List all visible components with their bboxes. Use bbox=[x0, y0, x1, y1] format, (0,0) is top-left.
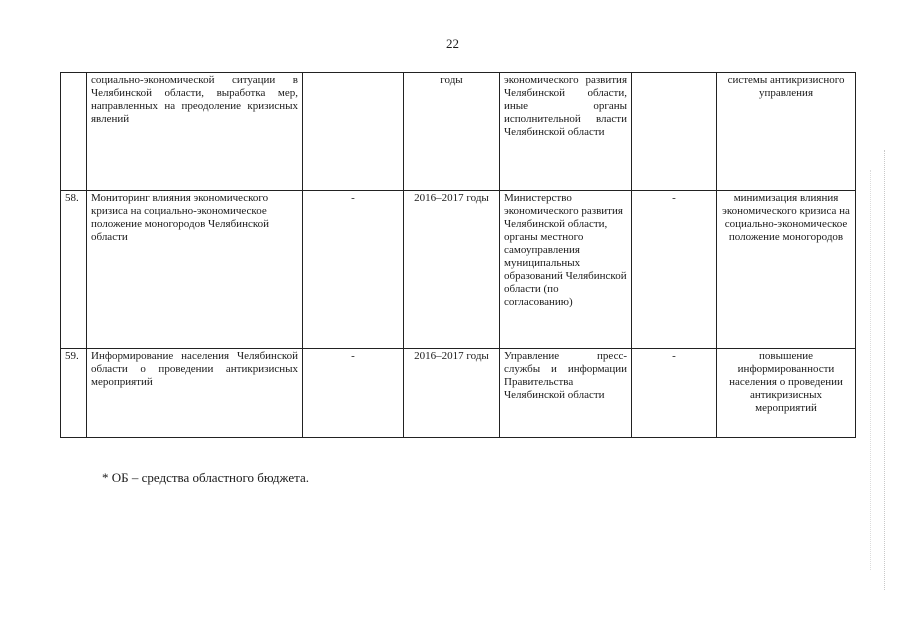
expected-result: повышение информированности населения о проведении антикризисных мероприятий bbox=[717, 349, 856, 438]
funding-source: - bbox=[303, 191, 404, 349]
expected-result: минимизация влияния экономического кризиса на социально-экономическое положение моногородов bbox=[717, 191, 856, 349]
page-number: 22 bbox=[446, 36, 459, 51]
implementation-period: 2016–2017 годы bbox=[404, 349, 500, 438]
funding-source: - bbox=[303, 349, 404, 438]
funding-amount: - bbox=[632, 349, 717, 438]
table-row bbox=[61, 349, 856, 438]
funding-amount: - bbox=[632, 191, 717, 349]
responsible-executors: экономического развития Челябинской области, иные органы исполнительной власти Челябинской области bbox=[500, 73, 632, 191]
funding-source bbox=[303, 73, 404, 191]
row-number: 59. bbox=[61, 349, 87, 438]
measure-description: Мониторинг влияния экономического кризиса на социально-экономическое положение моногородов Челябинской области bbox=[87, 191, 303, 349]
implementation-period: 2016–2017 годы bbox=[404, 191, 500, 349]
footnote: * ОБ – средства областного бюджета. bbox=[102, 470, 309, 485]
row-number: 58. bbox=[61, 191, 87, 349]
table-row bbox=[61, 73, 856, 191]
expected-result: системы антикризисного управления bbox=[717, 73, 856, 191]
responsible-executors: Управление пресс-службы и информации Правительства Челябинской области bbox=[500, 349, 632, 438]
measures-table bbox=[60, 72, 856, 438]
measure-description: Информирование населения Челябинской области о проведении антикризисных мероприятий bbox=[87, 349, 303, 438]
implementation-period: годы bbox=[404, 73, 500, 191]
row-number bbox=[61, 73, 87, 191]
scan-margin-artifact bbox=[870, 170, 877, 570]
table-row bbox=[61, 191, 856, 349]
funding-amount bbox=[632, 73, 717, 191]
measure-description: социально-экономической ситуации в Челябинской области, выработка мер, направленных на преодоление кризисных явлений bbox=[87, 73, 303, 191]
responsible-executors: Министерство экономического развития Челябинской области, органы местного самоуправления муниципальных образований Челябинской области (по согласованию) bbox=[500, 191, 632, 349]
scan-margin-artifact bbox=[884, 150, 893, 590]
